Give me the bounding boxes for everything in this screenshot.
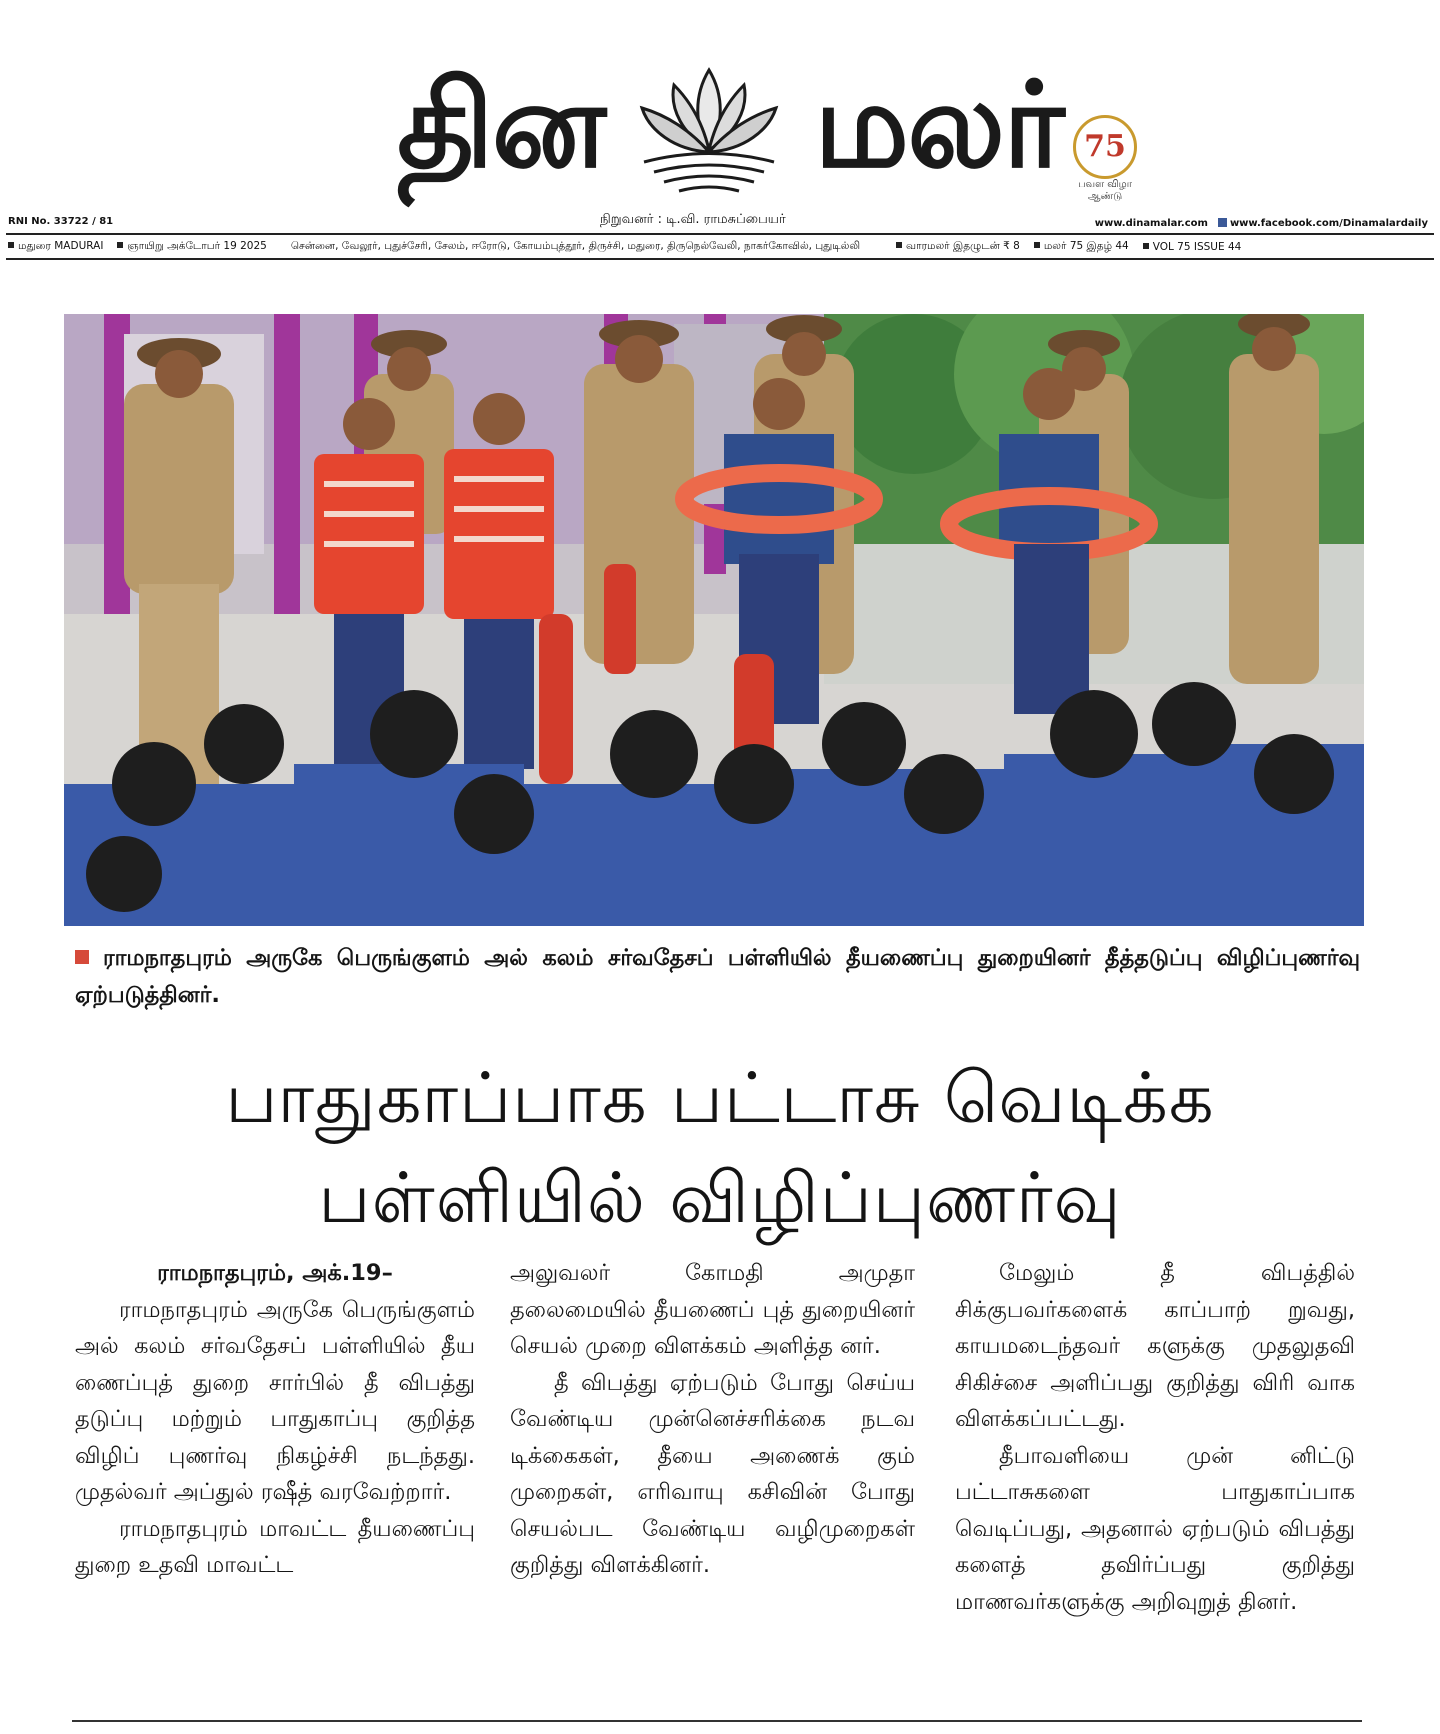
paragraph: ராமநாதபுரம் அருகே பெருங்குளம் அல் கலம் சர்வதேசப் பள்ளியில் தீய ணைப்புத் துறை சார்பில் தீ விபத்து தடுப்பு மற்றும் பாதுகாப்பு குறித்த விழிப் புணர்வு நிகழ்ச்சி நடந்தது. முதல்வர் அப்துல் ரஷீத் வரவேற்றார்.	[75, 1296, 475, 1505]
info-bar	[8, 240, 1436, 253]
paragraph: ராமநாதபுரம் மாவட்ட தீயணைப்பு துறை உதவி மாவட்ட	[75, 1515, 475, 1578]
article-column-1	[75, 1255, 475, 1584]
founder-line: நிறுவனர் : டி.வி. ராமசுப்பையர்	[600, 212, 786, 227]
editions-list: சென்னை, வேலூர், புதுச்சேரி, சேலம், ஈரோடு, கோயம்புத்தூர், திருச்சி, மதுரை, திருநெல்வேலி, நாகர்கோவில், புதுடில்லி	[290, 240, 861, 252]
news-photo	[64, 314, 1364, 926]
paragraph: மேலும் தீ விபத்தில் சிக்குபவர்களைக் காப்பாற் றுவது, காயமடைந்தவர் களுக்கு முதலுதவி சிகிச்சை அளிப்பது குறித்து விரி வாக விளக்கப்பட்டது.	[955, 1260, 1355, 1432]
paragraph: அலுவலர் கோமதி அமுதா தலைமையில் தீயணைப் புத் துறையினர் செயல் முறை விளக்கம் அளித்த னர்.	[510, 1260, 915, 1359]
issue-tamil: மலர் 75 இதழ் 44	[1043, 240, 1129, 252]
photo-fire-safety-demo-icon	[64, 314, 1364, 926]
facebook-link: www.facebook.com/Dinamalardaily	[1229, 218, 1428, 229]
web-links	[1095, 218, 1428, 229]
caption-marker-icon	[75, 950, 89, 964]
issue-english: VOL 75 ISSUE 44	[1152, 240, 1242, 253]
headline-line-1: பாதுகாப்பாக பட்டாசு வெடிக்க	[225, 1057, 1215, 1139]
masthead-rule-top	[6, 233, 1434, 235]
bottom-rule	[72, 1720, 1362, 1722]
anniversary-badge	[1065, 115, 1145, 225]
price: வாரமலர் இதழுடன் ₹ 8	[906, 240, 1020, 252]
caption-text: ராமநாதபுரம் அருகே பெருங்குளம் அல் கலம் சர்வதேசப் பள்ளியில் தீயணைப்பு துறையினர் தீத்தடுப்பு விழிப்புணர்வு ஏற்படுத்தினர்.	[75, 945, 1360, 1008]
logo-word-left: தின	[397, 55, 605, 194]
lotus-icon	[624, 50, 794, 200]
website-link: www.dinamalar.com	[1094, 218, 1208, 229]
article-column-3	[955, 1255, 1355, 1620]
paragraph: தீ விபத்து ஏற்படும் போது செய்ய வேண்டிய முன்னெச்சரிக்கை நடவ டிக்கைகள், தீயை அணைக் கும் முறைகள், எரிவாயு கசிவின் போது செயல்பட வேண்டிய வழிமுறைகள் குறித்து விளக்கினர்.	[510, 1369, 915, 1578]
logo-word-right: மலர்	[814, 55, 1063, 194]
headline	[70, 1048, 1370, 1248]
issue-date: ஞாயிறு அக்டோபர் 19 2025	[127, 240, 267, 252]
badge-number: 75	[1073, 115, 1137, 179]
badge-text: பவள விழா ஆண்டு	[1078, 179, 1132, 202]
bullet-icon	[896, 242, 902, 248]
article-column-2	[510, 1255, 915, 1584]
masthead	[0, 0, 1440, 265]
newspaper-logo	[380, 55, 1080, 195]
headline-line-2: பள்ளியில் விழிப்புணர்வு	[318, 1157, 1122, 1239]
paragraph: தீபாவளியை முன் னிட்டு பட்டாசுகளை பாதுகாப்பாக வெடிப்பது, அதனால் ஏற்படும் விபத்து களைத் தவிர்ப்பது குறித்து மாணவர்களுக்கு அறிவுறுத் தினர்.	[955, 1442, 1355, 1615]
dateline: ராமநாதபுரம், அக்.19–	[157, 1260, 393, 1286]
facebook-icon	[1218, 218, 1227, 227]
photo-caption	[75, 940, 1360, 1014]
bullet-icon	[1143, 243, 1149, 249]
bullet-icon	[8, 242, 14, 248]
rni-number: RNI No. 33722 / 81	[8, 216, 114, 227]
masthead-rule-bottom	[6, 258, 1434, 260]
edition: மதுரை MADURAI	[18, 240, 104, 252]
bullet-icon	[117, 242, 123, 248]
bullet-icon	[1034, 242, 1040, 248]
